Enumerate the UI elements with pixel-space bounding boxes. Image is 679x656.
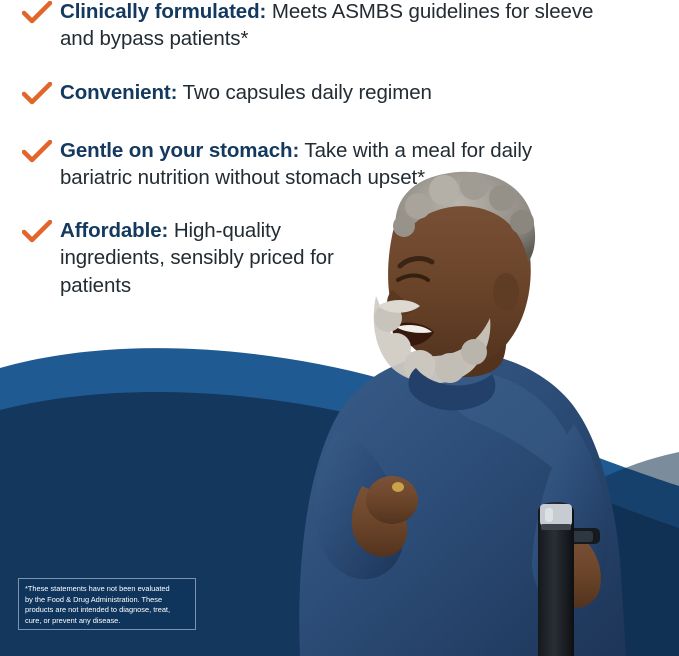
check-icon [22, 0, 52, 30]
list-item-body: Two capsules daily regimen [177, 80, 432, 104]
list-item-heading: Gentle on your stomach: [60, 138, 300, 162]
list-item-heading: Clinically formulated: [60, 0, 267, 23]
list-item-text [60, 217, 350, 299]
list-item-text [60, 79, 432, 106]
list-item [0, 137, 620, 192]
disclaimer-line-2: by the Food & Drug Administration. These [25, 594, 163, 604]
list-item [0, 79, 620, 111]
list-item-heading: Affordable: [60, 219, 169, 242]
disclaimer-line-4: cure, or prevent any disease. [25, 615, 121, 625]
disclaimer-line-1: *These statements have not been evaluated [25, 584, 170, 593]
list-item-text [60, 0, 605, 53]
list-item-text [60, 137, 605, 192]
list-item-body: High-quality ingredients, sensibly priced for patients [60, 219, 334, 297]
list-item [0, 217, 620, 299]
disclaimer-line-3: products are not intended to diagnose, treat, [25, 605, 171, 615]
check-icon [22, 217, 52, 249]
list-item-heading: Convenient: [60, 80, 178, 104]
list-item [0, 0, 620, 53]
list-item-body: Take with a meal for daily bariatric nutrition without stomach upset* [60, 138, 532, 189]
list-item-body: Meets ASMBS guidelines for sleeve and bypass patients* [60, 0, 594, 51]
disclaimer-box [18, 578, 196, 630]
check-icon [22, 137, 52, 169]
check-icon [22, 79, 52, 111]
benefits-list [0, 0, 620, 325]
